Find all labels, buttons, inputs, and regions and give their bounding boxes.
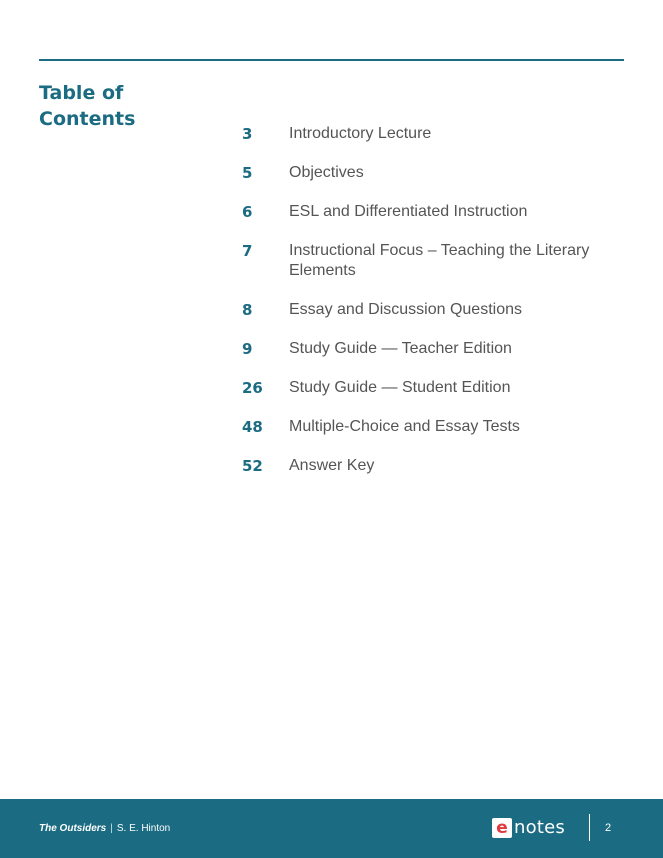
top-rule bbox=[39, 59, 624, 61]
toc-entry[interactable] bbox=[242, 163, 622, 183]
toc-page-number: 9 bbox=[242, 340, 253, 358]
toc-page-number: 48 bbox=[242, 418, 263, 436]
toc-entry-title: ESL and Differentiated Instruction bbox=[289, 203, 528, 220]
toc-entry-title: Introductory Lecture bbox=[289, 125, 432, 142]
footer-separator: | bbox=[110, 823, 113, 834]
page-title-line-1: Table of bbox=[39, 82, 124, 104]
toc-entry[interactable] bbox=[242, 378, 622, 398]
toc-entry[interactable] bbox=[242, 417, 622, 437]
enotes-logo-text: notes bbox=[514, 817, 565, 838]
toc-entry-title: Essay and Discussion Questions bbox=[289, 301, 522, 318]
footer-book-title: The Outsiders bbox=[39, 823, 107, 834]
toc-page-number: 5 bbox=[242, 164, 253, 182]
footer-author: S. E. Hinton bbox=[116, 823, 171, 834]
enotes-logo-icon: e bbox=[492, 818, 512, 838]
toc-page-number: 3 bbox=[242, 125, 253, 143]
toc-page-number: 52 bbox=[242, 457, 263, 475]
page-footer bbox=[0, 799, 663, 858]
toc-entry[interactable] bbox=[242, 124, 622, 144]
enotes-logo bbox=[492, 817, 565, 839]
toc-entry-title: Multiple-Choice and Essay Tests bbox=[289, 418, 520, 435]
toc-page-number: 7 bbox=[242, 242, 253, 260]
toc-entry-title: Answer Key bbox=[289, 457, 375, 474]
footer-divider bbox=[589, 814, 590, 841]
toc-entry[interactable] bbox=[242, 456, 622, 476]
page-title-line-2: Contents bbox=[39, 108, 136, 130]
toc-entry-title: Instructional Focus – Teaching the Literary Elements bbox=[289, 242, 590, 279]
toc-entry[interactable] bbox=[242, 339, 622, 359]
toc-entry-title: Objectives bbox=[289, 164, 364, 181]
toc-entry[interactable] bbox=[242, 300, 622, 320]
toc-list bbox=[242, 124, 622, 495]
toc-entry-title: Study Guide — Student Edition bbox=[289, 379, 511, 396]
footer-page-number: 2 bbox=[605, 822, 612, 834]
toc-page-number: 6 bbox=[242, 203, 253, 221]
toc-entry-title: Study Guide — Teacher Edition bbox=[289, 340, 512, 357]
toc-entry[interactable] bbox=[242, 202, 622, 222]
footer-book-info bbox=[39, 822, 170, 836]
toc-page-number: 8 bbox=[242, 301, 253, 319]
toc-entry[interactable] bbox=[242, 241, 622, 281]
page-title bbox=[39, 80, 189, 132]
toc-page-number: 26 bbox=[242, 379, 263, 397]
